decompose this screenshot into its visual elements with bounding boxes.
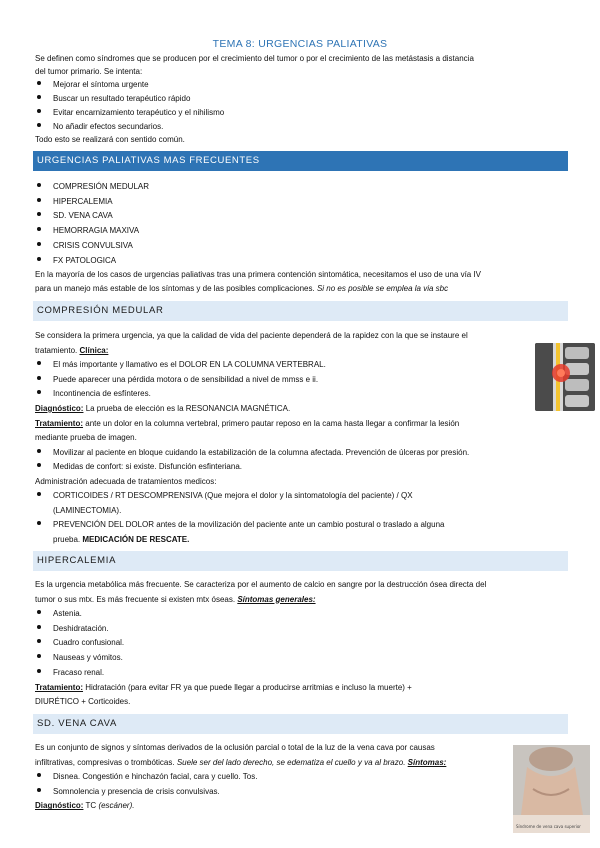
section-header-label: COMPRESIÓN MEDULAR <box>37 305 164 317</box>
admin-item-2-line-2b: MEDICACIÓN DE RESCATE. <box>82 534 190 544</box>
list-item: Deshidratación. <box>35 622 565 637</box>
intro-bullet-list <box>35 78 565 134</box>
diagnostico-text: La prueba de elección es la RESONANCIA MAGNÉTICA. <box>85 404 291 413</box>
vena-cava-line-2: infiltrativas, compresivas o trombóticas. <box>35 757 175 767</box>
tratamiento-list <box>35 446 565 475</box>
tratamiento-label: Tratamiento: <box>35 682 84 692</box>
list-item: HIPERCALEMIA <box>35 195 565 210</box>
neck-photo <box>513 745 590 833</box>
vena-cava-italic: Suele ser del lado derecho, se edematiza el cuello y va al brazo. <box>176 757 406 767</box>
admin-item-2-line-1: PREVENCIÓN DEL DOLOR antes de la movilización del paciente ante un cambio postural o traslado a alguna <box>53 520 445 530</box>
section-header-label: URGENCIAS PALIATIVAS MAS FRECUENTES <box>37 155 260 167</box>
list-item: Puede aparecer una pérdida motora o de sensibilidad a nivel de mmss e ii. <box>35 373 530 388</box>
hipercalemia-line-2: tumor o sus mtx. Es más frecuente si existen mtx óseas. <box>35 594 236 604</box>
intro-closing: Todo esto se realizará con sentido común. <box>35 135 185 144</box>
spine-illustration <box>535 343 595 411</box>
admin-item-1-line-2: (LAMINECTOMIA). <box>53 505 122 515</box>
frequent-note-line-2: para un manejo más estable de los síntomas y de las posibles complicaciones. <box>35 283 315 293</box>
list-item: Disnea. Congestión e hinchazón facial, cara y cuello. Tos. <box>35 770 510 785</box>
sintomas-label: Síntomas generales: <box>237 594 316 604</box>
neck-illustration <box>513 745 590 833</box>
frequent-section <box>35 180 565 295</box>
diagnostico-label: Diagnóstico: <box>35 404 84 413</box>
admin-item-1-line-1: CORTICOIDES / RT DESCOMPRENSIVA (Que mejora el dolor y la sintomatología del paciente) / QX <box>53 491 413 501</box>
list-item <box>35 489 565 518</box>
vena-cava-section <box>35 741 510 814</box>
list-item: Astenia. <box>35 607 565 622</box>
diagnostico-text: TC <box>85 801 97 811</box>
section-header-label: SD. VENA CAVA <box>37 718 118 730</box>
tratamiento-line-2: DIURÉTICO + Corticoides. <box>35 697 131 707</box>
list-item: El más importante y llamativo es el DOLOR EN LA COLUMNA VERTEBRAL. <box>35 358 530 373</box>
frequent-list <box>35 180 565 268</box>
clinica-list <box>35 358 530 402</box>
list-item: Mejorar el síntoma urgente <box>35 78 565 92</box>
frequent-note-italic: Si no es posible se emplea la via sbc <box>316 283 449 293</box>
section-header-vena-cava <box>33 714 568 734</box>
list-item: COMPRESIÓN MEDULAR <box>35 180 565 195</box>
vena-cava-sintomas-list <box>35 770 510 799</box>
list-item: Incontinencia de esfínteres. <box>35 387 530 402</box>
list-item: Somnolencia y presencia de crisis convulsivas. <box>35 785 510 800</box>
list-item: Nauseas y vómitos. <box>35 651 565 666</box>
intro-line-2: del tumor primario. Se intenta: <box>35 66 143 76</box>
list-item: SD. VENA CAVA <box>35 209 565 224</box>
compresion-line-2: tratamiento. <box>35 345 78 355</box>
list-item: Fracaso renal. <box>35 666 565 681</box>
vena-cava-line-1: Es un conjunto de signos y síntomas derivados de la oclusión parcial o total de la luz de la vena cava por causas <box>35 743 435 752</box>
list-item: Medidas de confort: si existe. Disfunción esfinteriana. <box>35 460 565 475</box>
section-header-label: HIPERCALEMIA <box>37 555 117 567</box>
list-item: Movilizar al paciente en bloque cuidando la estabilización de la columna afectada. Prevención de úlceras por presión. <box>35 446 565 461</box>
list-item: Evitar encarnizamiento terapéutico y el nihilismo <box>35 106 565 120</box>
tratamiento-line-2: mediante prueba de imagen. <box>35 433 137 442</box>
list-item <box>35 518 565 547</box>
intro-line-1: Se definen como síndromes que se producen por el crecimiento del tumor o por el crecimiento de las metástasis a distancia <box>35 54 474 63</box>
tratamiento-line-1: ante un dolor en la columna vertebral, primero pautar reposo en la cama hasta llegar a confirmar la lesión <box>85 418 460 428</box>
spine-mri-image <box>535 343 595 411</box>
list-item: FX PATOLOGICA <box>35 254 565 269</box>
diagnostico-label: Diagnóstico: <box>35 801 84 811</box>
list-item: No añadir efectos secundarios. <box>35 120 565 134</box>
diagnostico-italic: (escáner). <box>98 801 135 811</box>
section-header-compresion <box>33 301 568 321</box>
list-item: HEMORRAGIA MAXIVA <box>35 224 565 239</box>
list-item: Cuadro confusional. <box>35 636 565 651</box>
clinica-label: Clínica: <box>79 345 109 355</box>
list-item: CRISIS CONVULSIVA <box>35 239 565 254</box>
tratamiento-label: Tratamiento: <box>35 418 84 428</box>
tratamiento-line-1: Hidratación (para evitar FR ya que puede llegar a producirse arritmias e incluso la muerte) + <box>85 682 412 692</box>
list-item: Buscar un resultado terapéutico rápido <box>35 92 565 106</box>
admin-list <box>35 489 565 547</box>
compresion-section <box>35 329 530 402</box>
hipercalemia-section <box>35 578 565 710</box>
admin-item-2-line-2a: prueba. <box>53 534 81 544</box>
frequent-note-line-1: En la mayoría de los casos de urgencias paliativas tras una primera contención sintomática, necesitamos el uso de una vía IV <box>35 270 482 280</box>
section-header-hipercalemia <box>33 551 568 571</box>
page-title: TEMA 8: URGENCIAS PALIATIVAS <box>212 38 388 50</box>
figure-caption: Síndrome de vena cava superior <box>516 824 581 829</box>
compresion-section-lower <box>35 402 565 547</box>
compresion-line-1: Se considera la primera urgencia, ya que la calidad de vida del paciente dependerá de la rapidez con la que se instaure el <box>35 331 468 340</box>
section-header-frequent <box>33 151 568 171</box>
hipercalemia-line-1: Es la urgencia metabólica más frecuente. Se caracteriza por el aumento de calcio en sangre por la destrucción ósea directa del <box>35 580 487 589</box>
sintomas-label: Síntomas: <box>407 757 447 767</box>
sintomas-list <box>35 607 565 681</box>
admin-text: Administración adecuada de tratamientos medicos: <box>35 476 217 486</box>
intro-section <box>35 53 565 145</box>
